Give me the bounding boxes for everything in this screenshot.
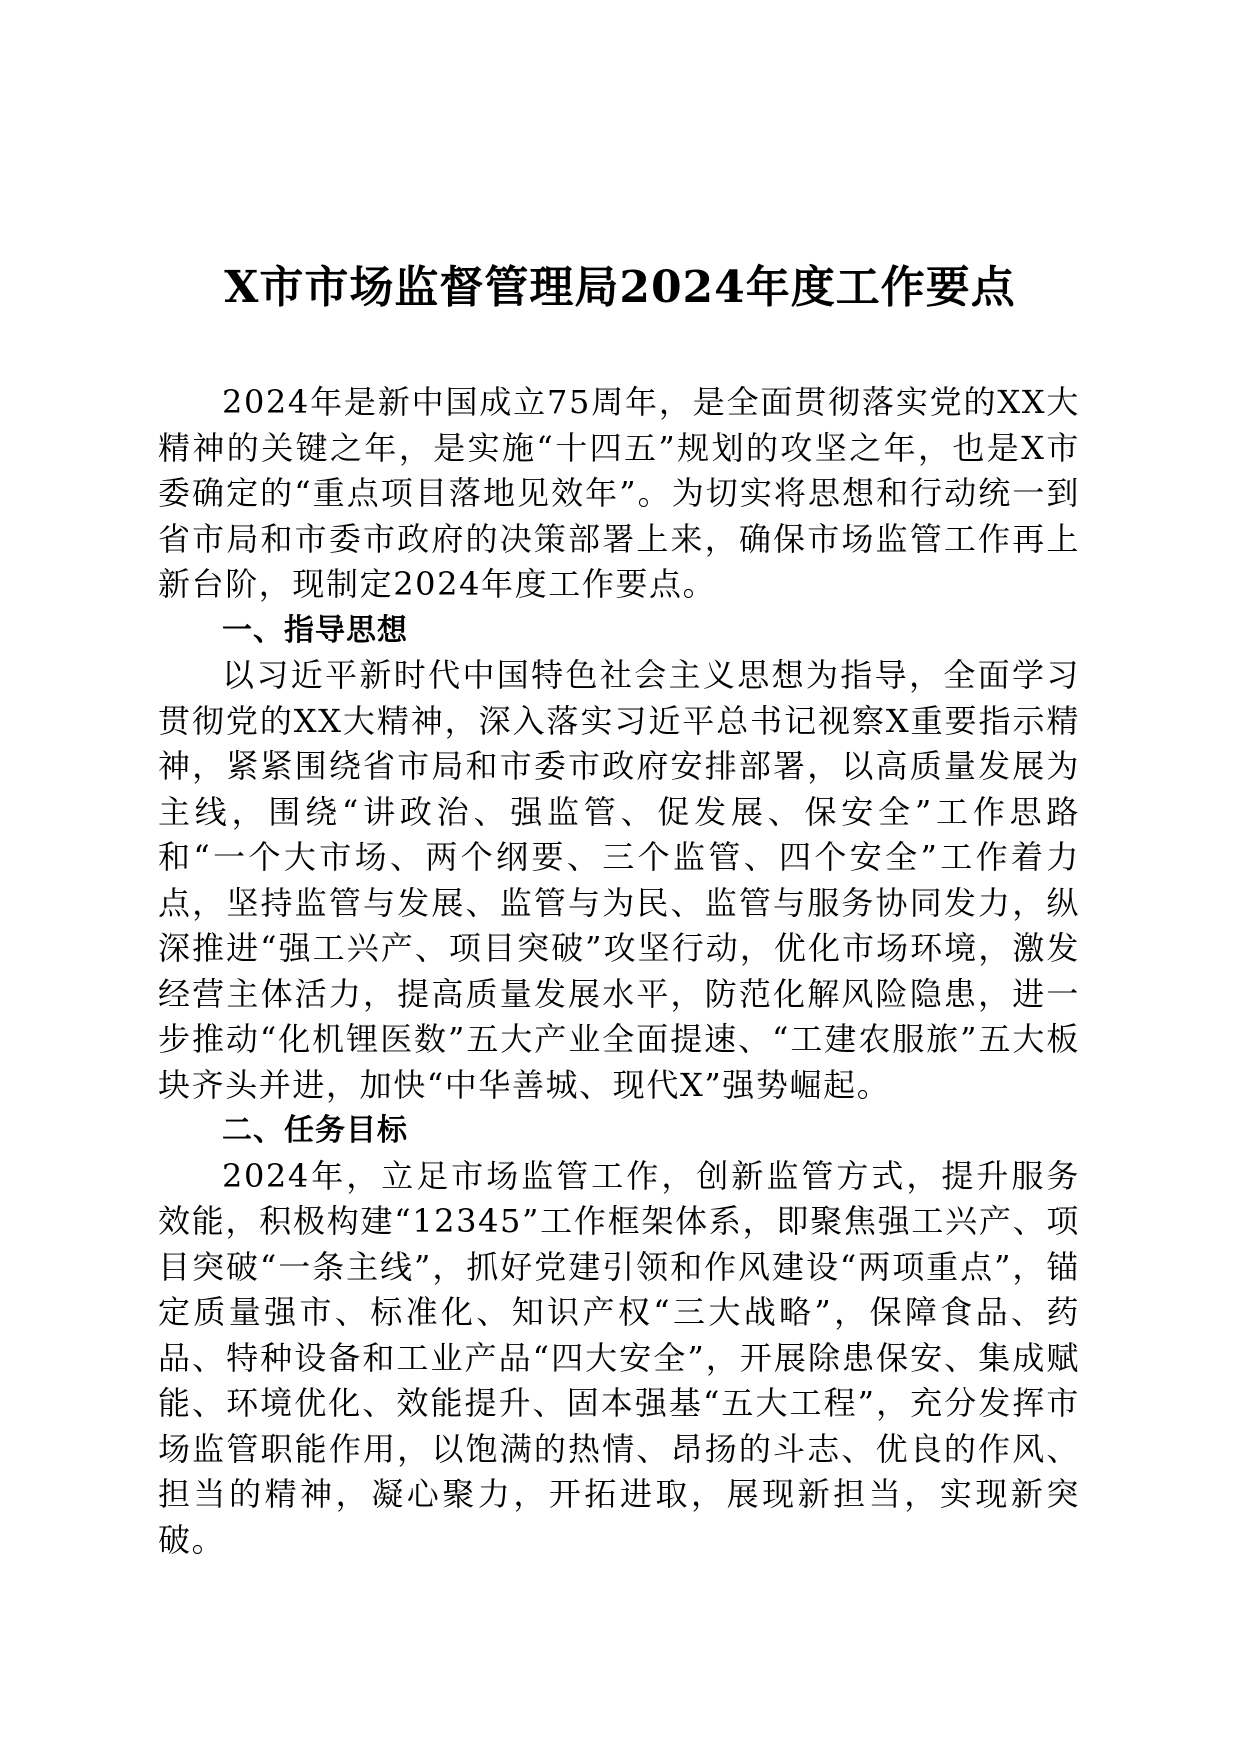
section-heading-guiding-ideology: 一、指导思想: [222, 612, 408, 648]
document-title: X市市场监督管理局2024年度工作要点: [224, 262, 1016, 313]
section-paragraph-task-goals: 2024年，立足市场监管工作，创新监管方式，提升服务效能，积极构建“12345”工作框架体系，即聚焦强工兴产、项目突破“一条主线”，抓好党建引领和作风建设“两项重点”，锚定质量强市、标准化、知识产权“三大战略”，保障食品、药品、特种设备和工业产品“四大安全”，开展除患保安、集成赋能、环境优化、效能提升、固本强基“五大工程”，充分发挥市场监管职能作用，以饱满的热情、昂扬的斗志、优良的作风、担当的精神，凝心聚力，开拓进取，展现新担当，实现新突破。: [158, 1156, 1080, 1559]
intro-paragraph: 2024年是新中国成立75周年，是全面贯彻落实党的XX大精神的关键之年，是实施“十四五”规划的攻坚之年，也是X市委确定的“重点项目落地见效年”。为切实将思想和行动统一到省市局和市委市政府的决策部署上来，确保市场监管工作再上新台阶，现制定2024年度工作要点。: [158, 383, 1080, 603]
document-body: [158, 380, 1080, 1563]
section-heading-task-goals: 二、任务目标: [222, 1113, 408, 1148]
section-paragraph-guiding-ideology: 以习近平新时代中国特色社会主义思想为指导，全面学习贯彻党的XX大精神，深入落实习近平总书记视察X重要指示精神，紧紧围绕省市局和市委市政府安排部署，以高质量发展为主线，围绕“讲政治、强监管、促发展、保安全”工作思路和“一个大市场、两个纲要、三个监管、四个安全”工作着力点，坚持监管与发展、监管与为民、监管与服务协同发力，纵深推进“强工兴产、项目突破”攻坚行动，优化市场环境，激发经营主体活力，提高质量发展水平，防范化解风险隐患，进一步推动“化机锂医数”五大产业全面提速、“工建农服旅”五大板块齐头并进，加快“中华善城、现代X”强势崛起。: [158, 656, 1080, 1104]
